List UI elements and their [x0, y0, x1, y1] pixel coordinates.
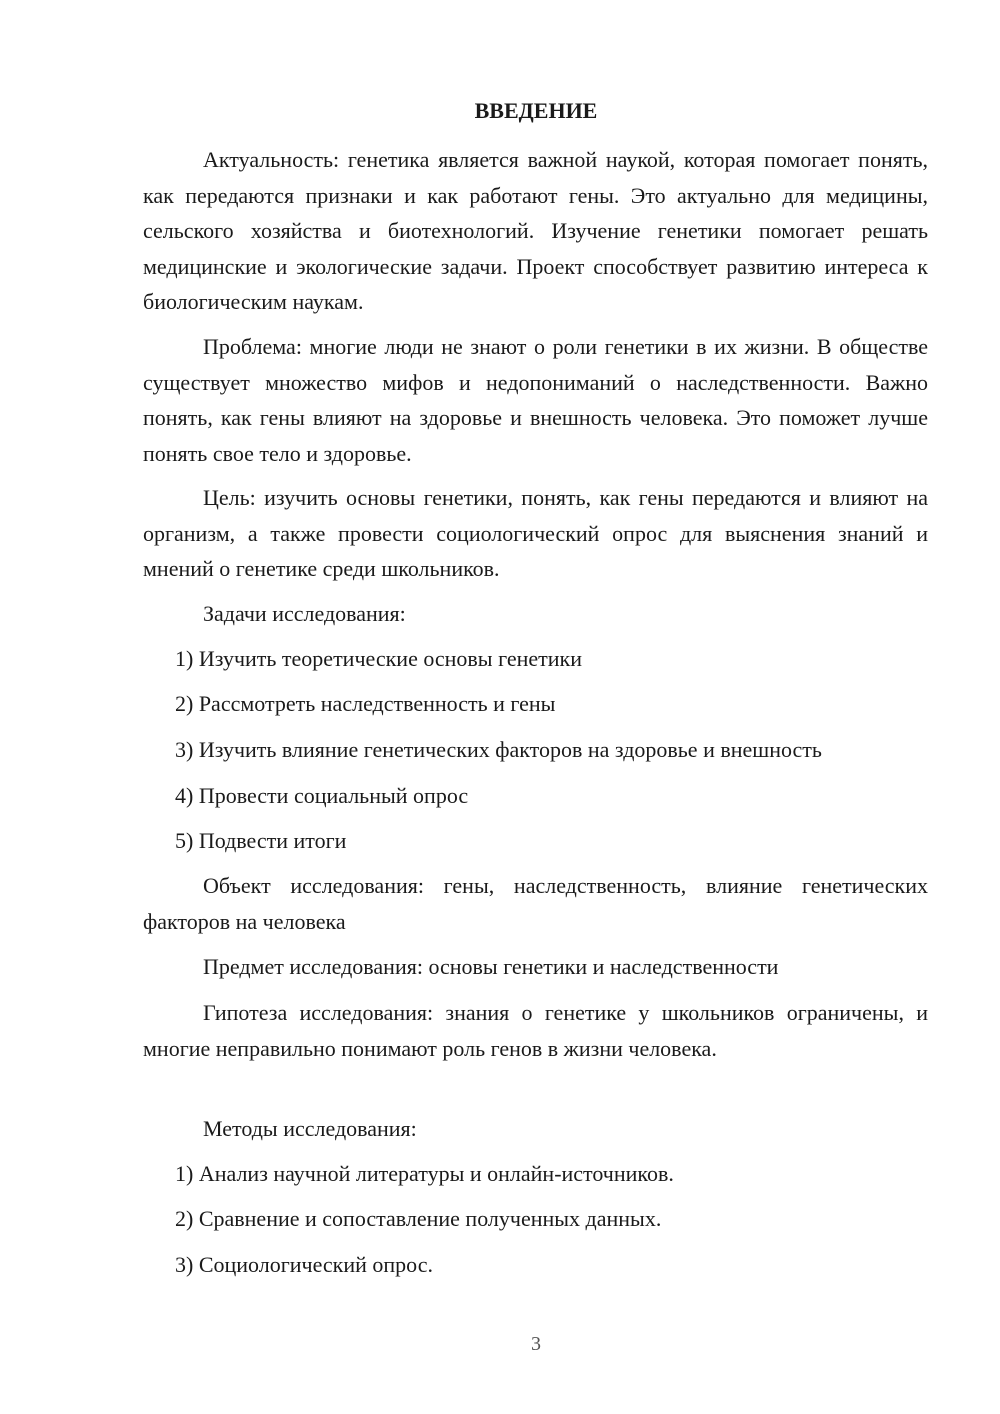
paragraph-problem [143, 329, 928, 471]
task-item: 4) Провести социальный опрос [175, 783, 469, 808]
method-item: 3) Социологический опрос. [175, 1252, 433, 1277]
problem-text: Проблема: многие люди не знают о роли генетики в их жизни. В обществе существует множество мифов и недопониманий о наследственности. Важно понять, как гены влияют на здоровье и внешность человека. Это поможет лучше понять свое тело и здоровье. [143, 334, 928, 466]
paragraph-goal [143, 480, 928, 587]
paragraph-hypothesis [143, 995, 928, 1066]
task-item: 1) Изучить теоретические основы генетики [175, 646, 582, 671]
object-text: Объект исследования: гены, наследственность, влияние генетических факторов на человека [143, 873, 928, 934]
goal-text: Цель: изучить основы генетики, понять, как гены передаются и влияют на организм, а также провести социологический опрос для выяснения знаний и мнений о генетике среди школьников. [143, 485, 928, 581]
methods-heading [143, 1111, 928, 1147]
paragraph-subject [143, 949, 928, 985]
tasks-heading-text: Задачи исследования: [203, 601, 406, 626]
page-number: 3 [531, 1333, 541, 1355]
method-item: 2) Сравнение и сопоставление полученных данных. [175, 1206, 662, 1231]
method-item: 1) Анализ научной литературы и онлайн-источников. [175, 1161, 674, 1186]
task-item: 5) Подвести итоги [175, 828, 347, 853]
task-item: 3) Изучить влияние генетических факторов на здоровье и внешность [175, 737, 822, 762]
paragraph-relevance [143, 142, 928, 320]
task-item: 2) Рассмотреть наследственность и гены [175, 691, 556, 716]
relevance-text: Актуальность: генетика является важной наукой, которая помогает понять, как передаются признаки и как работают гены. Это актуально для медицины, сельского хозяйства и биотехнологий. Изучение генетики помогает решать медицинские и экологические задачи. Проект способствует развитию интереса к биологическим наукам. [143, 147, 928, 314]
paragraph-object [143, 868, 928, 939]
section-title: ВВЕДЕНИЕ [474, 98, 598, 123]
hypothesis-text: Гипотеза исследования: знания о генетике у школьников ограничены, и многие неправильно понимают роль генов в жизни человека. [143, 1000, 928, 1061]
methods-heading-text: Методы исследования: [203, 1116, 417, 1141]
tasks-heading [143, 596, 928, 632]
subject-text: Предмет исследования: основы генетики и наследственности [203, 954, 779, 979]
